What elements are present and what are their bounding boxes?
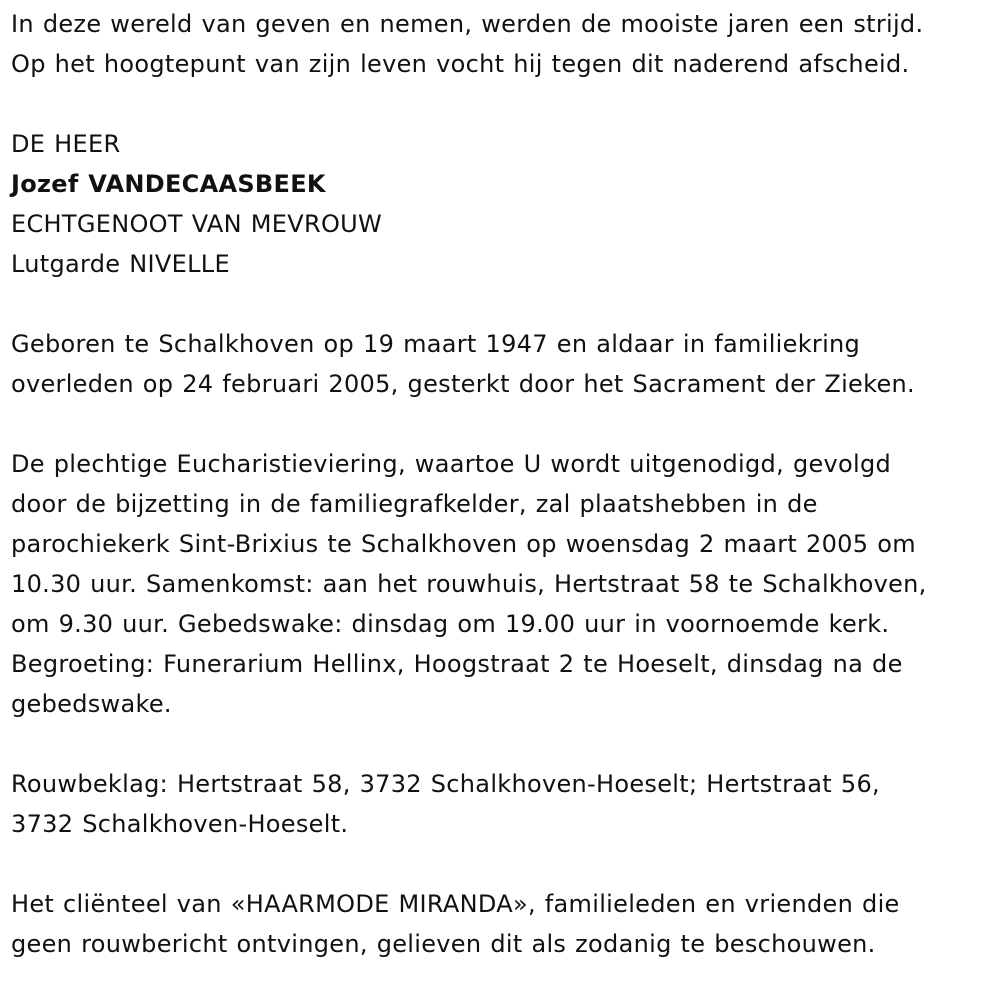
deceased-name: Jozef VANDECAASBEEK	[11, 170, 326, 198]
birth-death-line-2: overleden op 24 februari 2005, gesterkt door het Sacrament der Zieken.	[11, 370, 915, 398]
mourning-address-line-1: Rouwbeklag: Hertstraat 58, 3732 Schalkhoven-Hoeselt; Hertstraat 56,	[11, 770, 880, 798]
spouse-name: Lutgarde NIVELLE	[11, 250, 230, 278]
deceased-block	[11, 124, 996, 284]
ceremony-line-2: door de bijzetting in de familiegrafkelder, zal plaatshebben in de	[11, 490, 818, 518]
deceased-title: DE HEER	[11, 130, 121, 158]
mourning-address-paragraph	[11, 764, 996, 844]
birth-death-paragraph	[11, 324, 996, 404]
ceremony-line-5: om 9.30 uur. Gebedswake: dinsdag om 19.00 uur in voornoemde kerk.	[11, 610, 890, 638]
ceremony-line-7: gebedswake.	[11, 690, 172, 718]
ceremony-line-6: Begroeting: Funerarium Hellinx, Hoogstraat 2 te Hoeselt, dinsdag na de	[11, 650, 903, 678]
ceremony-line-1: De plechtige Eucharistieviering, waartoe U wordt uitgenodigd, gevolgd	[11, 450, 892, 478]
obituary-notice	[11, 4, 996, 964]
deceased-relation: ECHTGENOOT VAN MEVROUW	[11, 210, 383, 238]
closing-paragraph	[11, 884, 996, 964]
birth-death-line-1: Geboren te Schalkhoven op 19 maart 1947 en aldaar in familiekring	[11, 330, 861, 358]
mourning-address-line-2: 3732 Schalkhoven-Hoeselt.	[11, 810, 349, 838]
closing-line-2: geen rouwbericht ontvingen, gelieven dit als zodanig te beschouwen.	[11, 930, 876, 958]
closing-line-1: Het cliënteel van «HAARMODE MIRANDA», familieleden en vrienden die	[11, 890, 900, 918]
ceremony-paragraph	[11, 444, 996, 724]
ceremony-line-4: 10.30 uur. Samenkomst: aan het rouwhuis, Hertstraat 58 te Schalkhoven,	[11, 570, 927, 598]
intro-verse	[11, 4, 996, 84]
ceremony-line-3: parochiekerk Sint-Brixius te Schalkhoven op woensdag 2 maart 2005 om	[11, 530, 916, 558]
intro-line-2: Op het hoogtepunt van zijn leven vocht hij tegen dit naderend afscheid.	[11, 50, 910, 78]
intro-line-1: In deze wereld van geven en nemen, werden de mooiste jaren een strijd.	[11, 10, 924, 38]
